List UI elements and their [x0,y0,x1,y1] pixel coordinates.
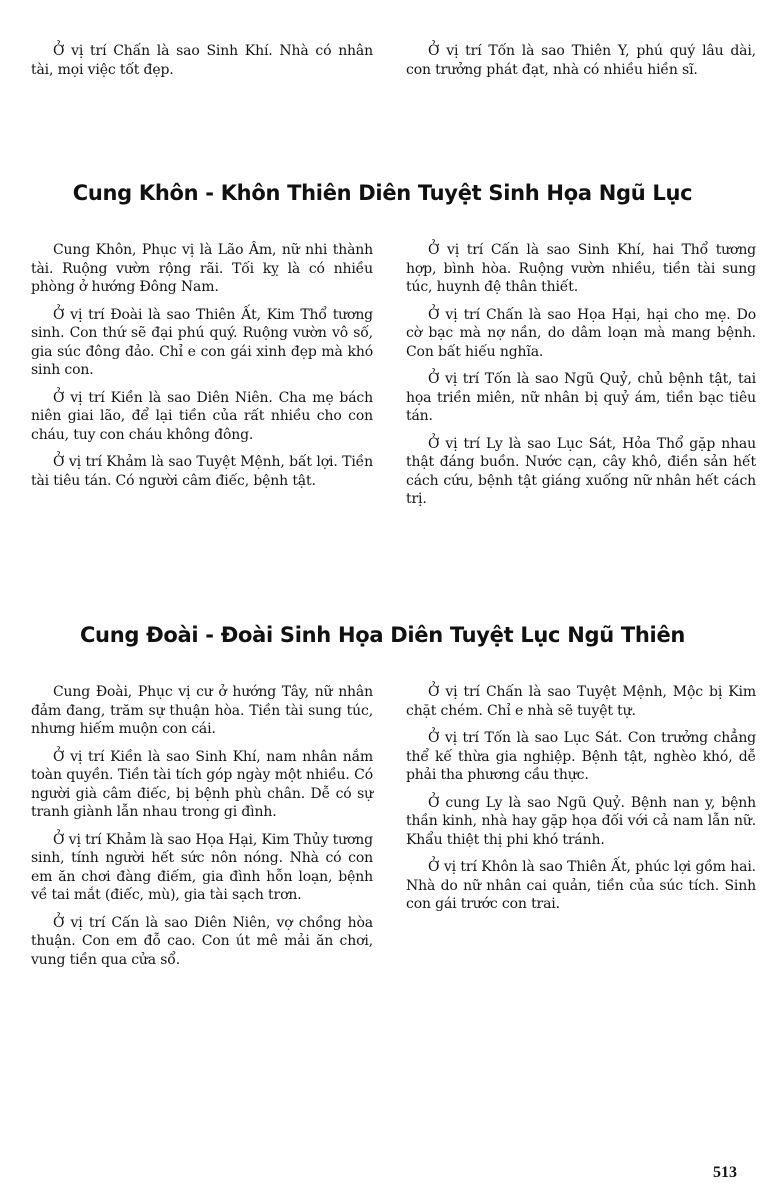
right-column [406,241,756,518]
section-heading-cung-doai: Cung Đoài - Đoài Sinh Họa Diên Tuyệt Lục Ngũ Thiên [79,623,686,647]
paragraph: Ở vị trí Tốn là sao Thiên Y, phú quý lâu dài, con trưởng phát đạt, nhà có nhiều hiền sĩ. [406,43,756,78]
paragraph: Ở vị trí Tốn là sao Lục Sát. Con trưởng chẳng thể kế thừa gia nghiệp. Bệnh tật, nghèo khó, dễ phải tha phương cầu thực. [406,730,756,783]
paragraph: Ở cung Ly là sao Ngũ Quỷ. Bệnh nan y, bệnh thần kinh, nhà hay gặp họa đối với cả nam lẫn nữ. Khẩu thiệt thị phi khó tránh. [406,794,756,848]
section-heading-cung-khon: Cung Khôn - Khôn Thiên Diên Tuyệt Sinh Họa Ngũ Lục [72,181,693,205]
paragraph: Ở vị trí Khảm là sao Họa Hại, Kim Thủy tương sinh, tính người hết sức nôn nóng. Nhà có con em ăn chơi đàng điếm, gia đình hỗn loạn, bệnh về tai mắt (điếc, mù), gia tài sạch trơn. [31,831,373,903]
page-number: 513 [713,1164,737,1181]
paragraph: Cung Đoài, Phục vị cư ở hướng Tây, nữ nhân đảm đang, trăm sự thuận hòa. Tiền tài sung túc, nhưng hiếm muộn con cái. [31,684,373,737]
paragraph: Ở vị trí Cấn là sao Sinh Khí, hai Thổ tương hợp, bình hòa. Ruộng vườn nhiều, tiền tài sung túc, huynh đệ thân thiết. [406,242,756,295]
paragraph: Ở vị trí Khôn là sao Thiên Ất, phúc lợi gồm hai. Nhà do nữ nhân cai quản, tiền của súc tích. Sinh con gái trước con trai. [406,859,756,912]
top-left-column [31,42,373,88]
paragraph: Ở vị trí Chấn là sao Họa Hại, hại cho mẹ. Do cờ bạc mà nợ nần, do dâm loạn mà mang bệnh. Con bất hiếu nghĩa. [406,306,756,360]
paragraph: Ở vị trí Ly là sao Lục Sát, Hỏa Thổ gặp nhau thật đáng buồn. Nước cạn, cây khô, điền sản hết cách cứu, bệnh tật giáng xuống nữ nhân hết cách trị. [406,435,756,507]
left-column [31,683,373,978]
section-cung-doai-body [31,683,756,978]
paragraph: Ở vị trí Chấn là sao Tuyệt Mệnh, Mộc bị Kim chặt chém. Chỉ e nhà sẽ tuyệt tự. [406,684,756,719]
left-column [31,241,373,518]
paragraph: Ở vị trí Đoài là sao Thiên Ất, Kim Thổ tương sinh. Con thứ sẽ đại phú quý. Ruộng vườn vô số, gia súc đông đảo. Chỉ e con gái xinh đẹp mà khó sinh con. [31,306,373,378]
top-continuation [31,42,756,88]
paragraph: Ở vị trí Khảm là sao Tuyệt Mệnh, bất lợi. Tiền tài tiêu tán. Có người câm điếc, bệnh tật. [31,454,373,489]
paragraph: Cung Khôn, Phục vị là Lão Âm, nữ nhi thành tài. Ruộng vườn rộng rãi. Tối kỵ là có nhiều phòng ở hướng Đông Nam. [31,242,373,295]
paragraph: Ở vị trí Cấn là sao Diên Niên, vợ chồng hòa thuận. Con em đỗ cao. Con út mê mải ăn chơi, vung tiền qua cửa sổ. [31,914,373,968]
paragraph: Ở vị trí Kiền là sao Sinh Khí, nam nhân nắm toàn quyền. Tiền tài tích góp ngày một nhiều. Có người già câm điếc, bị bệnh phù chân. Dễ có sự tranh giành lẫn nhau trong gi đình. [31,748,373,820]
top-right-column [406,42,756,88]
section-cung-khon-body [31,241,756,518]
right-column [406,683,756,978]
paragraph: Ở vị trí Tốn là sao Ngũ Quỷ, chủ bệnh tật, tai họa triền miên, nữ nhân bị quỷ ám, tiền bạc tiêu tán. [406,371,756,424]
paragraph: Ở vị trí Chấn là sao Sinh Khí. Nhà có nhân tài, mọi việc tốt đẹp. [31,43,373,78]
paragraph: Ở vị trí Kiền là sao Diên Niên. Cha mẹ bách niên giai lão, để lại tiền của rất nhiều cho con cháu, tuy con cháu không đông. [31,389,373,443]
